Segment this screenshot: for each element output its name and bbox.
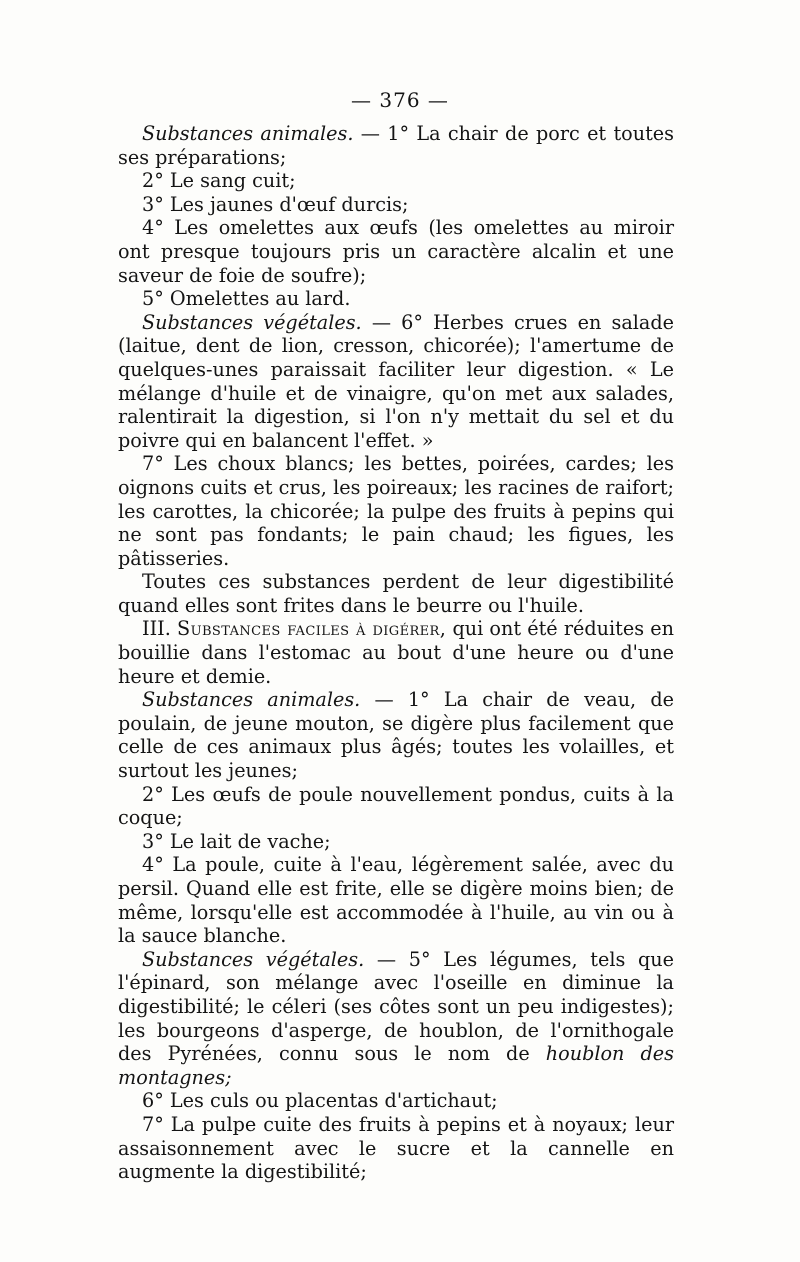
section-numeral: III. <box>142 617 178 641</box>
paragraph-text: 2° Les œufs de poule nouvellement pondus, cuits à la coque; <box>118 782 674 830</box>
paragraph <box>118 122 674 169</box>
section-heading <box>118 617 674 688</box>
paragraph-text: 3° Le lait de vache; <box>142 829 331 853</box>
paragraph-text: — 1° La chair de veau, de poulain, de jeune mouton, se digère plus facilement que celle de ces animaux plus âgés; toutes les volailles, et surtout les jeunes; <box>118 688 674 783</box>
paragraph-lead: Substances animales. <box>142 688 361 712</box>
paragraph <box>118 1113 674 1184</box>
paragraph <box>118 830 674 854</box>
paragraph-lead: Substances animales. <box>142 122 354 145</box>
paragraph <box>118 1089 674 1113</box>
paragraph <box>118 216 674 287</box>
paragraph-text: Toutes ces substances perdent de leur digestibilité quand elles sont frites dans le beurre ou l'huile. <box>118 570 674 617</box>
paragraph-text: 7° La pulpe cuite des fruits à pepins et à noyaux; leur assaisonnement avec le sucre et la cannelle en augmente la digestibilité; <box>118 1112 674 1184</box>
paragraph-text: 4° Les omelettes aux œufs (les omelettes au miroir ont presque toujours pris un caractère alcalin et une saveur de foie de soufre); <box>118 216 674 287</box>
page-number: — 376 — <box>351 88 449 112</box>
paragraph-text: 3° Les jaunes d'œuf durcis; <box>142 192 409 216</box>
body-text <box>118 122 674 1184</box>
section-title: Substances faciles à digérer, <box>177 617 447 641</box>
paragraph <box>118 853 674 947</box>
paragraph <box>118 570 674 617</box>
paragraph-text: 7° Les choux blancs; les bettes, poirées, cardes; les oignons cuits et crus, les poireaux; les racines de raifort; les carottes, la chicorée; la pulpe des fruits à pepins qui ne sont pas fondants; le pain chaud; les figues, les pâtisseries. <box>118 452 674 570</box>
paragraph-lead: Substances végétales. <box>142 310 362 334</box>
paragraph <box>118 452 674 570</box>
paragraph-text: 4° La poule, cuite à l'eau, légèrement salée, avec du persil. Quand elle est frite, elle se digère moins bien; de même, lorsqu'elle est accommodée à l'huile, au vin ou à la sauce blanche. <box>118 853 674 948</box>
paragraph-text: — 1° La chair de porc et toutes ses préparations; <box>118 122 674 169</box>
paragraph-text: — 6° Herbes crues en salade (laitue, dent de lion, cresson, chicorée); l'amertume de quelques-unes paraissait faciliter leur digestion. « Le mélange d'huile et de vinaigre, qu'on met aux salades, ralentirait la digestion, si l'on n'y mettait du sel et du poivre qui en balancent l'effet. » <box>118 310 674 452</box>
paragraph-italic-term: houblon des montagnes; <box>118 1042 674 1089</box>
paragraph <box>118 688 674 782</box>
paragraph <box>118 783 674 830</box>
paragraph-text: 5° Omelettes au lard. <box>142 287 351 311</box>
paragraph <box>118 311 674 453</box>
paragraph-text: 6° Les culs ou placentas d'artichaut; <box>142 1089 498 1113</box>
paragraph-text: 2° Le sang cuit; <box>142 169 296 193</box>
section-text: qui ont été réduites en bouillie dans l'estomac au bout d'une heure ou d'une heure et demie. <box>118 617 674 688</box>
paragraph <box>118 287 674 311</box>
paragraph <box>118 169 674 193</box>
paragraph-lead: Substances végétales. <box>142 947 365 971</box>
paragraph <box>118 948 674 1090</box>
paragraph-text: — 5° Les légumes, tels que l'épinard, son mélange avec l'oseille en diminue la digestibilité; le céleri (ses côtes sont un peu indigestes); les bourgeons d'asperge, de houblon, de l'ornithogale des Pyrénées, connu sous le nom de <box>118 947 675 1066</box>
paragraph <box>118 193 674 217</box>
